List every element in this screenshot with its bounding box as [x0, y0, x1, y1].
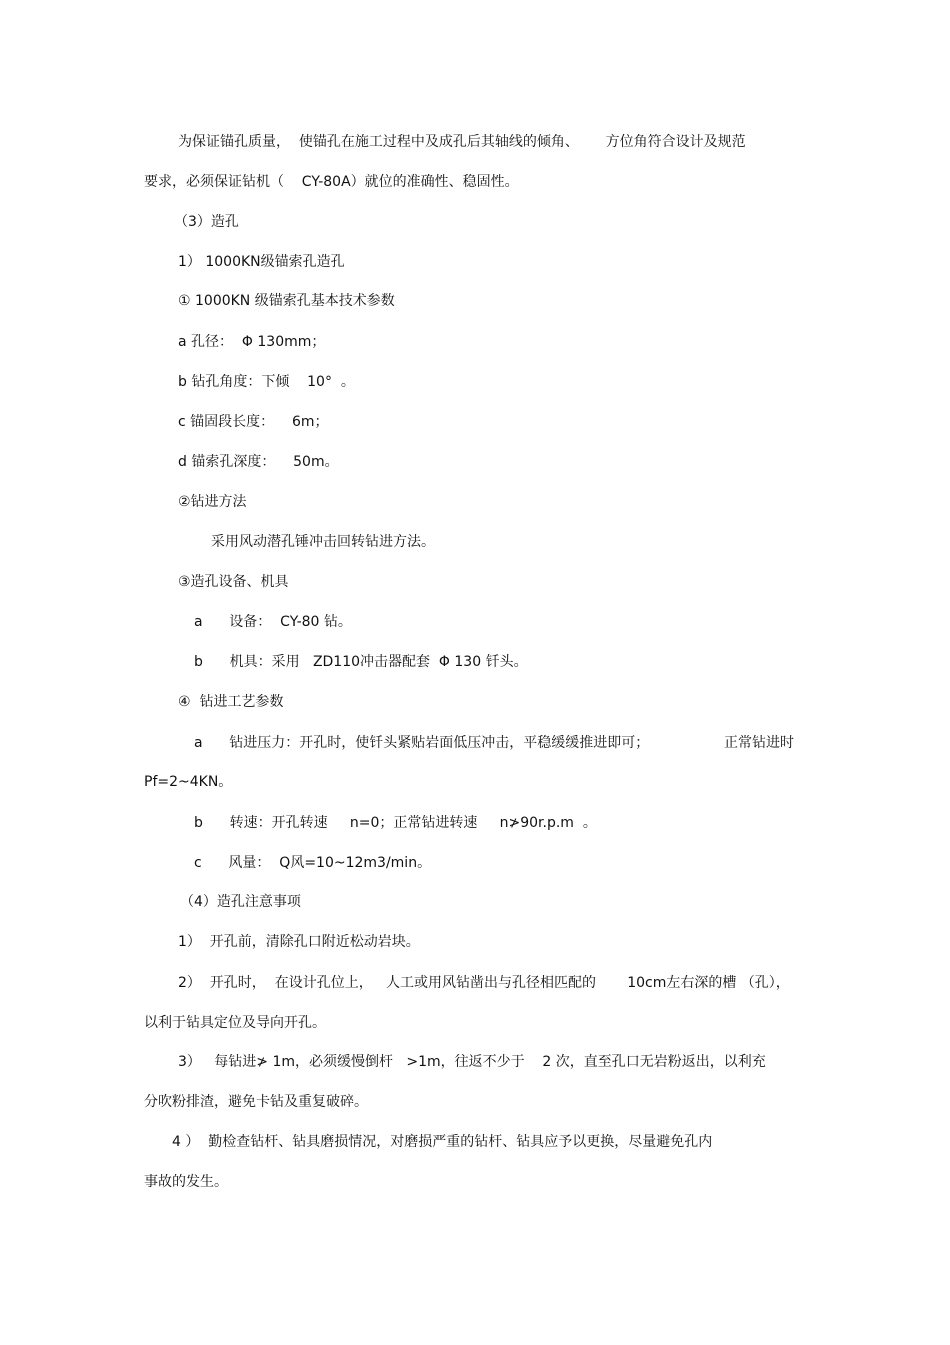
section-heading: （3）造孔 — [174, 214, 239, 230]
item-heading: ④ 钻进工艺参数 — [178, 694, 284, 710]
list-item: b 转速：开孔转速 n=0；正常钻进转速 n≯90r.p.m 。 — [194, 815, 597, 831]
paragraph-line: 为保证锚孔质量， 使锚孔在施工过程中及成孔后其轴线的倾角、 方位角符合设计及规范 — [178, 134, 746, 150]
paragraph-line: 分吹粉排渣，避免卡钻及重复破碎。 — [144, 1094, 368, 1110]
paragraph-line: Pf=2~4KN。 — [144, 774, 233, 790]
paragraph-line: 事故的发生。 — [144, 1174, 228, 1190]
parameter-line: a 孔径： Φ 130mm； — [178, 334, 326, 350]
list-item: 3） 每钻进≯ 1m，必须缓慢倒杆 >1m，往返不少于 2 次，直至孔口无岩粉返出，以利充 — [178, 1054, 766, 1070]
list-item: c 风量： Q风=10~12m3/min。 — [194, 855, 432, 871]
paragraph-line: 要求，必须保证钻机（ CY-80A）就位的准确性、稳固性。 — [144, 174, 519, 190]
paragraph-line: 采用风动潜孔锤冲击回转钻进方法。 — [211, 534, 435, 550]
item-heading: ②钻进方法 — [178, 494, 247, 510]
list-item: 4 ） 勤检查钻杆、钻具磨损情况，对磨损严重的钻杆、钻具应予以更换，尽量避免孔内 — [172, 1134, 713, 1150]
section-heading: （4）造孔注意事项 — [180, 894, 301, 910]
parameter-line: b 钻孔角度：下倾 10° 。 — [178, 374, 355, 390]
item-heading: ① 1000KN 级锚索孔基本技术参数 — [178, 293, 395, 309]
list-item: 1） 开孔前，清除孔口附近松动岩块。 — [178, 934, 420, 950]
parameter-line: c 锚固段长度： 6m； — [178, 414, 329, 430]
list-item: a 设备： CY-80 钻。 — [194, 614, 352, 630]
list-item: 2） 开孔时， 在设计孔位上， 人工或用风钻凿出与孔径相匹配的 10cm左右深的槽 （孔）， — [178, 975, 790, 991]
item-heading: ③造孔设备、机具 — [178, 574, 289, 590]
list-item: b 机具：采用 ZD110冲击器配套 Φ 130 钎头。 — [194, 654, 528, 670]
parameter-line: d 锚索孔深度： 50m。 — [178, 454, 339, 470]
paragraph-line: 以利于钻具定位及导向开孔。 — [144, 1015, 326, 1031]
subsection-heading: 1） 1000KN级锚索孔造孔 — [178, 254, 345, 270]
list-item: a 钻进压力：开孔时，使钎头紧贴岩面低压冲击，平稳缓缓推进即可； — [194, 735, 650, 751]
list-item-continuation: 正常钻进时 — [724, 735, 794, 751]
